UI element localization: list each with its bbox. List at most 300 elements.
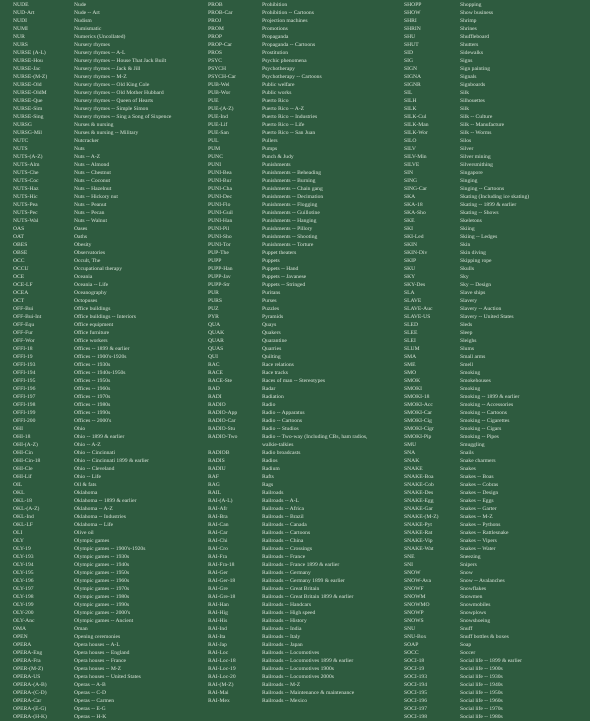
entry-code: SKI-Led	[404, 234, 424, 240]
entry-subject: Silk	[460, 90, 470, 96]
entry-subject: Snowshoeing	[460, 618, 491, 624]
entry-subject: Quays	[262, 322, 277, 328]
entry-code: PSYCH-Car	[208, 74, 236, 80]
entry-subject: Singing -- Cartoons	[460, 186, 505, 192]
entry-subject: Offices -- 1980s	[74, 402, 111, 408]
entry-code: SMO	[404, 370, 417, 376]
entry-subject: Slave ships	[460, 290, 486, 296]
index-entry	[208, 97, 398, 105]
index-entry	[13, 25, 199, 33]
entry-subject: Signals	[460, 74, 477, 80]
entry-subject: Railroads -- Maintenance & maintenance	[262, 690, 355, 696]
entry-code: OFFI-198	[13, 402, 36, 408]
entry-code: OLY-19	[13, 546, 31, 552]
entry-code: RAI-Bra	[208, 514, 228, 520]
entry-subject: Silversmithing	[460, 162, 493, 168]
entry-code: NUTS-Pec	[13, 210, 38, 216]
entry-code: OBSE	[13, 250, 28, 256]
index-entry	[13, 489, 199, 497]
entry-subject: Snowmobiles	[460, 602, 491, 608]
index-entry	[404, 17, 584, 25]
index-entry	[208, 233, 398, 241]
index-entry	[13, 609, 199, 617]
entry-subject: Snuff bottles & boxes	[460, 634, 509, 640]
index-entry	[208, 617, 398, 625]
entry-code: PUNI-Cha	[208, 186, 232, 192]
index-entry	[13, 9, 199, 17]
entry-code: OPERA-(C-D)	[13, 690, 47, 696]
index-entry	[404, 41, 584, 49]
entry-code: QUAS	[208, 346, 224, 352]
index-entry	[404, 713, 584, 721]
index-entry	[208, 137, 398, 145]
entry-code: PUNI-Bea	[208, 170, 232, 176]
index-entry	[404, 601, 584, 609]
entry-subject: Oklahoma -- A-Z	[74, 506, 113, 512]
index-entry	[13, 169, 199, 177]
entry-subject: Sleighs	[460, 338, 477, 344]
entry-subject: Slavery	[460, 298, 478, 304]
entry-subject: Ohio	[74, 426, 86, 432]
entry-code: SNOWP	[404, 610, 424, 616]
entry-code: OCT	[13, 298, 25, 304]
entry-code: NURSE-Que	[13, 98, 43, 104]
entry-code: SLAVE-US	[404, 314, 431, 320]
entry-code: OCE-LF	[13, 282, 33, 288]
index-entry	[404, 289, 584, 297]
entry-code: OLY-199	[13, 602, 34, 608]
index-entry	[404, 193, 584, 201]
index-entry	[208, 385, 398, 393]
index-entry	[13, 385, 199, 393]
entry-code: SKIP	[404, 258, 417, 264]
entry-code: PUNC	[208, 154, 223, 160]
entry-subject: Singapore	[460, 170, 483, 176]
entry-code: RAI-Loc-18	[208, 658, 236, 664]
index-entry	[208, 89, 398, 97]
index-entry	[13, 521, 199, 529]
entry-subject: Ohio -- 1899 & earlier	[74, 434, 125, 440]
entry-code: RAI-Fra	[208, 554, 227, 560]
index-entry	[208, 57, 398, 65]
index-entry	[13, 73, 199, 81]
index-entry	[404, 209, 584, 217]
index-entry	[208, 593, 398, 601]
entry-code: NURSE-Old	[13, 82, 42, 88]
entry-code: RADI	[208, 394, 222, 400]
index-entry	[404, 545, 584, 553]
index-entry	[404, 441, 584, 449]
entry-subject: Singing	[460, 178, 478, 184]
entry-code: SKA	[404, 194, 416, 200]
index-entry	[404, 649, 584, 657]
entry-subject: Social life -- 1899 & earlier	[460, 658, 522, 664]
index-entry	[208, 225, 398, 233]
index-entry	[13, 529, 199, 537]
entry-code: NUTS	[13, 146, 28, 152]
entry-code: OLY	[13, 538, 24, 544]
entry-subject: Social life -- 1930s	[460, 674, 503, 680]
entry-code: QUAK	[208, 330, 225, 336]
entry-subject: Olympic games -- Ancient	[74, 618, 134, 624]
entry-code: OHI-Cle	[13, 466, 33, 472]
entry-code: PUE-Lif	[208, 122, 228, 128]
entry-subject: Puerto Rico -- Industries	[262, 114, 318, 120]
entry-code: OPERA-(A-B)	[13, 682, 47, 688]
entry-code: OLY-195	[13, 570, 34, 576]
entry-code: NUTS-Wal	[13, 218, 39, 224]
index-entry	[13, 425, 199, 433]
entry-subject: Offices -- 1930s	[74, 362, 111, 368]
entry-subject: Sleep	[460, 330, 473, 336]
entry-code: RAI-(M-Z)	[208, 682, 234, 688]
entry-subject: Shrimp	[460, 18, 477, 24]
entry-subject: Ohio -- Life	[74, 474, 102, 480]
entry-subject: Olympic games -- 1900's-1920s	[74, 546, 146, 552]
entry-subject: Ohio -- Cincinnati 1899 & earlier	[74, 458, 150, 464]
index-entry	[208, 417, 398, 425]
index-entry	[13, 193, 199, 201]
entry-code: SOCI-198	[404, 714, 427, 720]
index-entry	[404, 625, 584, 633]
entry-subject: Puerto Rico	[262, 98, 289, 104]
entry-code: OHI-(A-Z)	[13, 442, 38, 448]
entry-subject: Opening ceremonies	[74, 634, 121, 640]
entry-subject: Race tracks	[262, 370, 288, 376]
index-entry	[208, 257, 398, 265]
entry-code: RADIO	[208, 402, 226, 408]
index-entry	[13, 417, 199, 425]
entry-code: SNAKE	[404, 466, 423, 472]
index-entry	[208, 441, 398, 449]
index-entry	[208, 569, 398, 577]
entry-subject: Psychotherapy -- Cartoons	[262, 74, 322, 80]
entry-subject: Nutcracker	[74, 138, 99, 144]
index-entry	[208, 337, 398, 345]
index-entry	[13, 497, 199, 505]
entry-subject: Radio -- Apparatus	[262, 410, 305, 416]
entry-code: SNU-Box	[404, 634, 427, 640]
index-entry	[13, 441, 199, 449]
entry-code: SIN	[404, 170, 414, 176]
entry-code: QUA	[208, 322, 221, 328]
entry-subject: walkie-talkies	[262, 442, 294, 448]
entry-code: SIL	[404, 90, 413, 96]
entry-subject: Punishments -- Chain gang	[262, 186, 323, 192]
entry-code: SKIN-Div	[404, 250, 428, 256]
entry-subject: Offices -- 1900's-1920s	[74, 354, 127, 360]
entry-code: PUB-Wor	[208, 90, 231, 96]
entry-subject: Oklahoma -- Industries	[74, 514, 126, 520]
index-entry	[404, 297, 584, 305]
entry-subject: Olympic games -- 1930s	[74, 554, 130, 560]
index-entry	[208, 697, 398, 705]
index-entry	[13, 33, 199, 41]
index-entry	[404, 481, 584, 489]
entry-subject: Snakes -- Water	[460, 546, 496, 552]
index-entry	[404, 473, 584, 481]
entry-code: OPERA-(H-K)	[13, 714, 47, 720]
entry-subject: Operas -- Carmen	[74, 698, 115, 704]
index-entry	[404, 97, 584, 105]
index-entry	[404, 369, 584, 377]
index-entry	[208, 369, 398, 377]
entry-subject: Railroads -- Cartoons	[262, 530, 311, 536]
index-entry	[404, 585, 584, 593]
entry-code: OFF-Bui-Int	[13, 314, 42, 320]
entry-subject: Nurses & nursing	[74, 122, 114, 128]
index-entry	[13, 585, 199, 593]
entry-code: SOAP	[404, 642, 419, 648]
entry-subject: Psychotherapy	[262, 66, 295, 72]
entry-subject: Opera houses -- M-Z	[74, 666, 122, 672]
index-entry	[13, 697, 199, 705]
entry-code	[208, 441, 262, 449]
entry-subject: Railroads -- Canada	[262, 522, 307, 528]
index-entry	[208, 81, 398, 89]
entry-subject: Railroads -- History	[262, 618, 307, 624]
index-entry	[13, 97, 199, 105]
index-entry	[13, 369, 199, 377]
entry-subject: Snakes -- M-Z	[460, 514, 493, 520]
index-entry	[404, 593, 584, 601]
entry-code: OPERA-Car	[13, 698, 42, 704]
entry-subject: Oceania	[74, 274, 93, 280]
entry-subject: Railroads -- France 1899 & earlier	[262, 562, 340, 568]
index-entry	[404, 337, 584, 345]
index-entry	[208, 409, 398, 417]
index-entry	[13, 409, 199, 417]
index-entry	[208, 401, 398, 409]
entry-code: SNOW-Ava	[404, 578, 431, 584]
entry-code: PUE-San	[208, 130, 229, 136]
index-entry	[208, 241, 398, 249]
entry-code: QUI	[208, 354, 218, 360]
entry-code: PUE-(A-Z)	[208, 106, 234, 112]
entry-code: SNAKE-Gar	[404, 506, 433, 512]
entry-code: SMOK	[404, 378, 421, 384]
index-entry	[13, 553, 199, 561]
entry-code: SNOWMO	[404, 602, 430, 608]
index-entry	[208, 41, 398, 49]
entry-code: RAI-Gre-18	[208, 594, 236, 600]
index-entry	[404, 169, 584, 177]
entry-subject: Punishments -- Torture	[262, 242, 314, 248]
entry-code: NUR	[13, 34, 25, 40]
entry-code: RAIL	[208, 490, 222, 496]
entry-code: SILK-Man	[404, 122, 429, 128]
entry-code: RADIOB	[208, 450, 230, 456]
entry-code: SOCI-197	[404, 706, 427, 712]
entry-code: SNU	[404, 626, 416, 632]
entry-code: OKL-Ind	[13, 514, 34, 520]
entry-subject: Slavery -- United States	[460, 314, 514, 320]
entry-code: PUM	[208, 146, 221, 152]
entry-code: SID	[404, 50, 414, 56]
entry-code: SKIN	[404, 242, 418, 248]
entry-subject: Projection machines	[262, 18, 308, 24]
entry-code: SHUT	[404, 42, 419, 48]
index-entry	[404, 353, 584, 361]
entry-subject: Silk -- Culture	[460, 114, 493, 120]
entry-subject: Slums	[460, 346, 474, 352]
entry-subject: Smoking	[460, 370, 481, 376]
entry-code: PUNI-Tor	[208, 242, 231, 248]
entry-code: RAI-Fra-18	[208, 562, 235, 568]
index-entry	[13, 561, 199, 569]
index-entry	[13, 105, 199, 113]
entry-code: PUL	[208, 138, 219, 144]
entry-subject: Radio -- Two-way (Including CBs, ham radios,	[262, 434, 368, 440]
entry-code: PUE-Ind	[208, 114, 228, 120]
entry-code: RAI-Afr	[208, 506, 228, 512]
entry-subject: Signs	[460, 58, 473, 64]
entry-subject: Snow -- Avalanches	[460, 578, 505, 584]
index-entry	[13, 345, 199, 353]
index-entry	[404, 417, 584, 425]
entry-code: NURSE-Sim	[13, 106, 43, 112]
index-entry	[208, 345, 398, 353]
entry-subject: Puppet theaters	[262, 250, 297, 256]
index-entry	[208, 457, 398, 465]
entry-code: SLUM	[404, 346, 420, 352]
index-entry	[208, 321, 398, 329]
index-entry	[208, 17, 398, 25]
index-entry	[208, 465, 398, 473]
entry-code: OPER-(M-Z)	[13, 666, 44, 672]
entry-subject: Small arms	[460, 354, 486, 360]
index-entry	[404, 497, 584, 505]
entry-code: SNI	[404, 562, 414, 568]
entry-code: OLY-193	[13, 554, 34, 560]
index-entry	[208, 305, 398, 313]
entry-code: OHI-18	[13, 434, 31, 440]
index-entry	[208, 689, 398, 697]
entry-subject: Offices -- 1970s	[74, 394, 111, 400]
index-entry	[208, 657, 398, 665]
index-entry	[208, 329, 398, 337]
index-entry	[208, 33, 398, 41]
entry-code: OFFI-199	[13, 410, 36, 416]
index-entry	[13, 505, 199, 513]
entry-subject: Nuts -- A-Z	[74, 154, 101, 160]
entry-code: SOCI-19	[404, 666, 425, 672]
entry-subject: Opera houses -- England	[74, 650, 130, 656]
entry-code: SMOKI-18	[404, 394, 430, 400]
entry-subject: Skating -- 1899 & earlier	[460, 202, 517, 208]
entry-subject: Observatories	[74, 250, 106, 256]
entry-subject: Shuffleboard	[460, 34, 490, 40]
entry-subject: Sky	[460, 274, 469, 280]
entry-subject: Office equipment	[74, 322, 114, 328]
entry-subject: Nuts -- Hickory nut	[74, 194, 118, 200]
index-entry	[13, 641, 199, 649]
entry-code: RAI-Loc	[208, 650, 229, 656]
entry-subject: Public works	[262, 90, 292, 96]
entry-subject: Snakes -- Pythons	[460, 522, 501, 528]
entry-subject: Shrines	[460, 26, 477, 32]
entry-subject: Oceanography	[74, 290, 107, 296]
entry-subject: Skeletons	[460, 218, 482, 224]
entry-code: RAF	[208, 474, 219, 480]
index-entry	[208, 289, 398, 297]
entry-code: SLAVE-Auc	[404, 306, 433, 312]
entry-code: RADIO-Stu	[208, 426, 236, 432]
index-entry	[208, 129, 398, 137]
entry-code: OCEA	[13, 290, 29, 296]
entry-subject: Punishments -- Guillotine	[262, 210, 320, 216]
index-entry	[404, 313, 584, 321]
entry-code: OFFI-200	[13, 418, 36, 424]
entry-code: SKY	[404, 274, 416, 280]
entry-code: RADIO-App	[208, 410, 238, 416]
index-entry	[13, 705, 199, 713]
index-entry	[13, 217, 199, 225]
entry-subject: Show business	[460, 10, 494, 16]
entry-subject: Promotions	[262, 26, 288, 32]
entry-subject: Opera houses -- United States	[74, 674, 141, 680]
entry-code: SLED	[404, 322, 418, 328]
entry-code: RAG	[208, 482, 220, 488]
entry-code: PUE	[208, 98, 219, 104]
entry-subject: Shutters	[460, 42, 479, 48]
entry-code: PROP	[208, 34, 222, 40]
entry-subject: Nuts	[74, 146, 85, 152]
index-entry	[404, 561, 584, 569]
entry-code: NUD-Art	[13, 10, 35, 16]
entry-subject: Punishments -- Burning	[262, 178, 316, 184]
entry-code: OFF-Equ	[13, 322, 35, 328]
index-entry	[13, 577, 199, 585]
entry-subject: Puppets -- Hand	[262, 266, 299, 272]
index-entry	[13, 249, 199, 257]
entry-subject: Occult, The	[74, 258, 101, 264]
entry-subject: Punishments -- Flogging	[262, 202, 318, 208]
entry-subject: Radio broadcasts	[262, 450, 301, 456]
index-entry	[404, 113, 584, 121]
entry-subject: Railroads -- Great Britain 1899 & earlier	[262, 594, 354, 600]
index-entry	[13, 113, 199, 121]
entry-code: SMOKI-Car	[404, 410, 432, 416]
entry-subject: Shopping	[460, 2, 482, 8]
entry-subject: Nursery rhymes -- House That Jack Built	[74, 58, 167, 64]
entry-subject: Smell	[460, 362, 474, 368]
entry-subject: Nuts -- Chestnut	[74, 170, 111, 176]
entry-subject: Railroads -- M-Z	[262, 682, 301, 688]
entry-subject: Snipers	[460, 562, 477, 568]
index-entry	[208, 73, 398, 81]
entry-code: OPEN	[13, 634, 28, 640]
entry-subject: Silk -- Worms	[460, 130, 492, 136]
entry-code: RAI-Mex	[208, 698, 230, 704]
entry-subject: Snakes -- Rattlesnake	[460, 530, 509, 536]
entry-code: SIGNA	[404, 74, 422, 80]
entry-code: OFF-Bui	[13, 306, 34, 312]
index-entry	[404, 465, 584, 473]
index-column-3	[404, 1, 584, 720]
entry-subject: Smoking -- Cigars	[460, 426, 502, 432]
entry-subject: Olympic games -- 1990s	[74, 602, 130, 608]
entry-code: PUNI-Dec	[208, 194, 232, 200]
index-entry	[404, 457, 584, 465]
index-entry	[13, 545, 199, 553]
entry-code: SILV-Min	[404, 154, 427, 160]
entry-subject: Obesity	[74, 242, 92, 248]
index-entry	[404, 433, 584, 441]
entry-code: SIGN	[404, 66, 418, 72]
entry-code: OPERA-Fra	[13, 658, 41, 664]
index-entry	[13, 145, 199, 153]
